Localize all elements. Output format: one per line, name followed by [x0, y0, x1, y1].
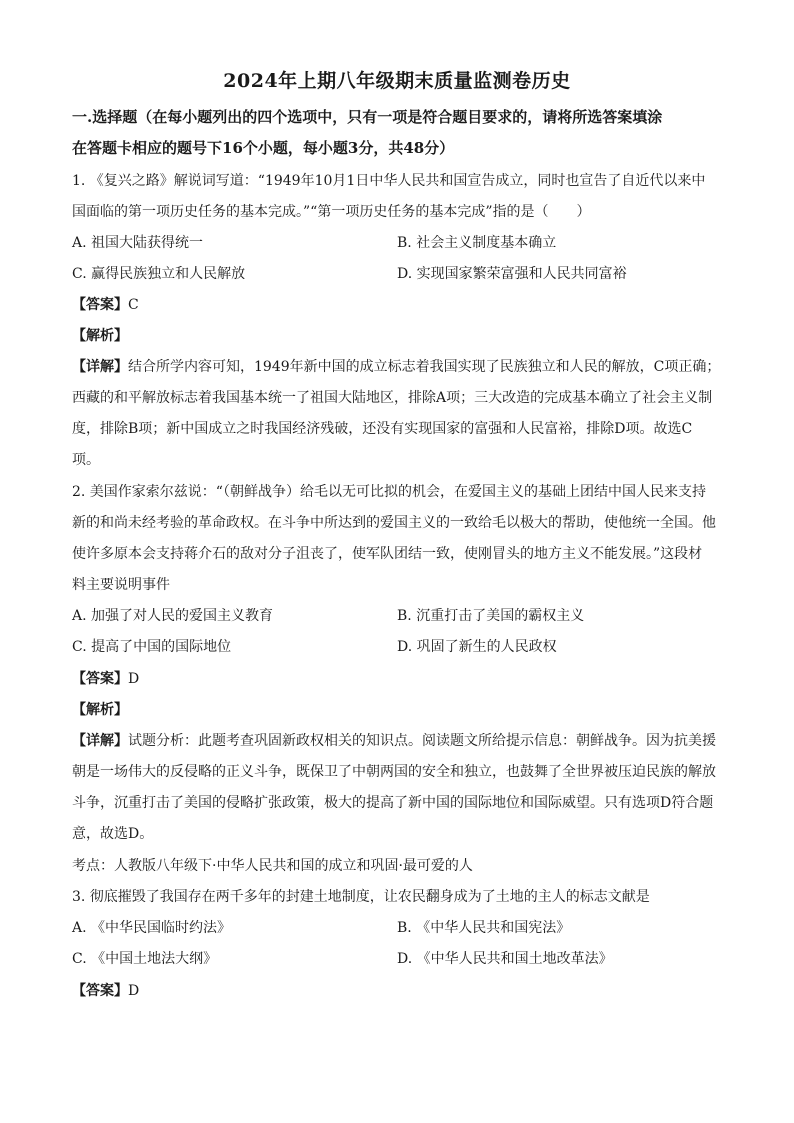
q3-option-a: A. 《中华民国临时约法》	[72, 920, 232, 936]
q1-answer	[72, 290, 732, 321]
q1-detail-line-4: 项。	[72, 452, 100, 468]
q3-stem-line-1: 3. 彻底摧毁了我国存在两千多年的封建土地制度，让农民翻身成为了土地的主人的标志文献是	[72, 889, 650, 905]
q2-detail-line-4: 意，故选D。	[72, 826, 154, 842]
q3-option-b: B. 《中华人民共和国宪法》	[397, 920, 571, 936]
q2-stem-line-1: 2. 美国作家索尔兹说：“（朝鲜战争）给毛以无可比拟的机会，在爱国主义的基础上团结中国人民来支持	[72, 484, 706, 500]
q1-detail-line-2: 西藏的和平解放标志着我国基本统一了祖国大陆地区，排除A项；三大改造的完成基本确立了社会主义制	[72, 390, 713, 406]
q2-analysis-label: 【解析】	[72, 702, 128, 718]
q2-stem-line-4: 料主要说明事件	[72, 577, 170, 593]
q1-option-c: C. 赢得民族独立和人民解放	[72, 266, 246, 282]
q2-option-a: A. 加强了对人民的爱国主义教育	[72, 608, 274, 624]
answer-value: C	[128, 297, 139, 313]
q2-detail-line-3: 斗争，沉重打击了美国的侵略扩张政策，极大的提高了新中国的国际地位和国际威望。只有选项D符合题	[72, 795, 714, 811]
detail-label: 【详解】	[72, 359, 128, 375]
answer-label: 【答案】	[72, 297, 128, 313]
q2-option-d: D. 巩固了新生的人民政权	[397, 639, 557, 655]
q1-analysis-label: 【解析】	[72, 328, 128, 344]
q2-detail-line-2: 朝是一场伟大的反侵略的正义斗争，既保卫了中朝两国的安全和独立，也鼓舞了全世界被压迫民族的解放	[72, 764, 716, 780]
answer-label: 【答案】	[72, 671, 128, 687]
q2-option-b: B. 沉重打击了美国的霸权主义	[397, 608, 585, 624]
answer-value: D	[128, 983, 140, 999]
q1-detail-line-3: 度，排除B项；新中国成立之时我国经济残破，还没有实现国家的富强和人民富裕，排除D项。故选C	[72, 421, 693, 437]
page-title: 2024年上期八年级期末质量监测卷历史	[223, 70, 571, 92]
q2-detail-line-1: 【详解】试题分析：此题考查巩固新政权相关的知识点。阅读题文所给提示信息：朝鲜战争。因为抗美援	[72, 733, 716, 749]
q1-option-b: B. 社会主义制度基本确立	[397, 235, 557, 251]
q3-answer	[72, 976, 732, 1007]
q2-answer	[72, 664, 732, 695]
q3-option-d: D. 《中华人民共和国土地改革法》	[397, 951, 613, 967]
q1-option-d: D. 实现国家繁荣富强和人民共同富裕	[397, 266, 627, 282]
answer-label: 【答案】	[72, 983, 128, 999]
section-heading-line-2: 在答题卡相应的题号下16个小题，每小题3分，共48分）	[72, 139, 455, 157]
q2-stem-line-2: 新的和尚未经考验的革命政权。在斗争中所达到的爱国主义的一致给毛以极大的帮助，使他统一全国。他	[72, 515, 716, 531]
q1-stem-line-2: 国面临的第一项历史任务的基本完成。”“第一项历史任务的基本完成”指的是（ ）	[72, 204, 591, 220]
q1-option-a: A. 祖国大陆获得统一	[72, 235, 204, 251]
q2-kaodian: 考点：人教版八年级下·中华人民共和国的成立和巩固·最可爱的人	[72, 858, 473, 874]
q1-stem-line-1: 1. 《复兴之路》解说词写道：“1949年10月1日中华人民共和国宣告成立，同时也宣告了自近代以来中	[72, 173, 706, 189]
q3-option-c: C. 《中国土地法大纲》	[72, 951, 218, 967]
q1-detail-line-1: 【详解】结合所学内容可知，1949年新中国的成立标志着我国实现了民族独立和人民的解放，C项正确；	[72, 359, 721, 375]
section-heading-line-1: 一.选择题（在每小题列出的四个选项中，只有一项是符合题目要求的，请将所选答案填涂	[72, 108, 663, 126]
detail-label: 【详解】	[72, 733, 128, 749]
answer-value: D	[128, 671, 140, 687]
q2-option-c: C. 提高了中国的国际地位	[72, 639, 232, 655]
q2-stem-line-3: 使许多原本会支持蒋介石的敌对分子沮丧了，使军队团结一致，使刚冒头的地方主义不能发展。”这段材	[72, 546, 703, 562]
